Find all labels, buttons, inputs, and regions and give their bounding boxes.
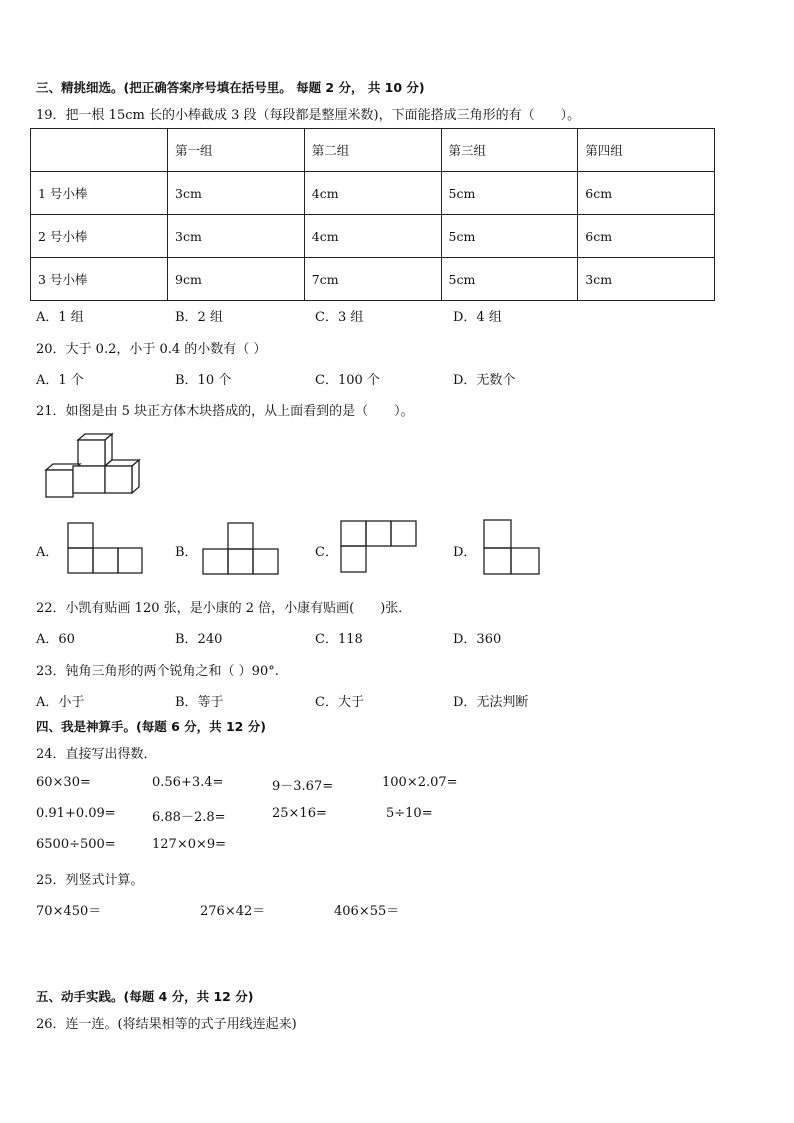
option-a[interactable]: A．1 个 [36, 373, 84, 388]
option-c[interactable]: C．118 [315, 632, 363, 647]
table-cell: 4cm [304, 215, 441, 258]
option-c-top-view[interactable] [339, 519, 419, 575]
question-text: 20．大于 0.2，小于 0.4 的小数有（ ） [36, 342, 267, 357]
table-cell: 6cm [578, 172, 715, 215]
table-cell: 5cm [441, 215, 578, 258]
table-cell: 3cm [168, 172, 305, 215]
table-header-cell: 第四组 [578, 129, 715, 172]
calc-item: 6500÷500= [36, 837, 116, 852]
table-cell: 9cm [168, 258, 305, 301]
calc-item: 9－3.67= [272, 779, 334, 794]
option-d[interactable]: D．4 组 [453, 310, 502, 325]
option-d-top-view[interactable] [482, 517, 542, 577]
option-d[interactable]: D．360 [453, 632, 502, 647]
table-cell: 3cm [168, 215, 305, 258]
option-c[interactable]: C．100 个 [315, 373, 380, 388]
question-text: 26．连一连。(将结果相等的式子用线连起来) [36, 1017, 297, 1032]
option-a[interactable]: A．小于 [36, 695, 85, 710]
table-cell: 5cm [441, 172, 578, 215]
table-row [31, 258, 715, 301]
option-d[interactable]: D．无数个 [453, 373, 516, 388]
calc-item: 60×30= [36, 775, 91, 790]
option-c[interactable]: C． [315, 545, 338, 560]
table-row [31, 172, 715, 215]
option-b[interactable]: B． [175, 545, 198, 560]
option-c[interactable]: C．3 组 [315, 310, 364, 325]
section-title: 三、精挑细选。(把正确答案序号填在括号里。 每题 2 分， 共 10 分) [36, 80, 425, 95]
option-a[interactable]: A．1 组 [36, 310, 84, 325]
option-a[interactable]: A． [36, 545, 59, 560]
question-text: 19．把一根 15cm 长的小棒截成 3 段（每段都是整厘米数)，下面能搭成三角形的有（ ）。 [36, 108, 581, 123]
option-b[interactable]: B．等于 [175, 695, 224, 710]
calc-item: 5÷10= [386, 806, 433, 821]
sticks-table [30, 128, 715, 301]
question-text: 23．钝角三角形的两个锐角之和（ ）90°. [36, 664, 279, 679]
calc-item: 25×16= [272, 806, 327, 821]
option-a-top-view[interactable] [66, 521, 144, 576]
table-cell: 2 号小棒 [31, 215, 168, 258]
calc-item: 0.91+0.09= [36, 806, 116, 821]
calc-item: 127×0×9= [152, 837, 227, 852]
calc-item: 406×55＝ [334, 904, 400, 919]
question-text: 22．小凯有贴画 120 张，是小康的 2 倍，小康有贴画( )张． [36, 601, 412, 616]
option-a[interactable]: A．60 [36, 632, 75, 647]
table-cell: 1 号小棒 [31, 172, 168, 215]
calc-item: 100×2.07= [382, 775, 458, 790]
option-d[interactable]: D．无法判断 [453, 695, 529, 710]
option-d[interactable]: D． [453, 545, 477, 560]
calc-item: 0.56+3.4= [152, 775, 224, 790]
table-cell: 5cm [441, 258, 578, 301]
table-cell: 3 号小棒 [31, 258, 168, 301]
table-header-cell: 第一组 [168, 129, 305, 172]
option-b-top-view[interactable] [201, 521, 281, 577]
option-b[interactable]: B．240 [175, 632, 223, 647]
option-b[interactable]: B．2 组 [175, 310, 223, 325]
option-c[interactable]: C．大于 [315, 695, 364, 710]
calc-item: 276×42＝ [200, 904, 266, 919]
table-cell [31, 129, 168, 172]
cube-stack-figure [40, 430, 144, 502]
table-row [31, 215, 715, 258]
calc-item: 6.88－2.8= [152, 810, 226, 825]
section-title: 四、我是神算手。(每题 6 分，共 12 分) [36, 719, 266, 734]
table-cell: 3cm [578, 258, 715, 301]
table-header-cell: 第二组 [304, 129, 441, 172]
table-header-row [31, 129, 715, 172]
table-cell: 6cm [578, 215, 715, 258]
table-cell: 7cm [304, 258, 441, 301]
question-text: 25．列竖式计算。 [36, 873, 144, 888]
table-cell: 4cm [304, 172, 441, 215]
option-b[interactable]: B．10 个 [175, 373, 232, 388]
section-title: 五、动手实践。(每题 4 分，共 12 分) [36, 989, 254, 1004]
question-text: 21．如图是由 5 块正方体木块搭成的，从上面看到的是（ ）。 [36, 404, 414, 419]
calc-item: 70×450＝ [36, 904, 102, 919]
table-header-cell: 第三组 [441, 129, 578, 172]
question-text: 24．直接写出得数． [36, 747, 157, 762]
